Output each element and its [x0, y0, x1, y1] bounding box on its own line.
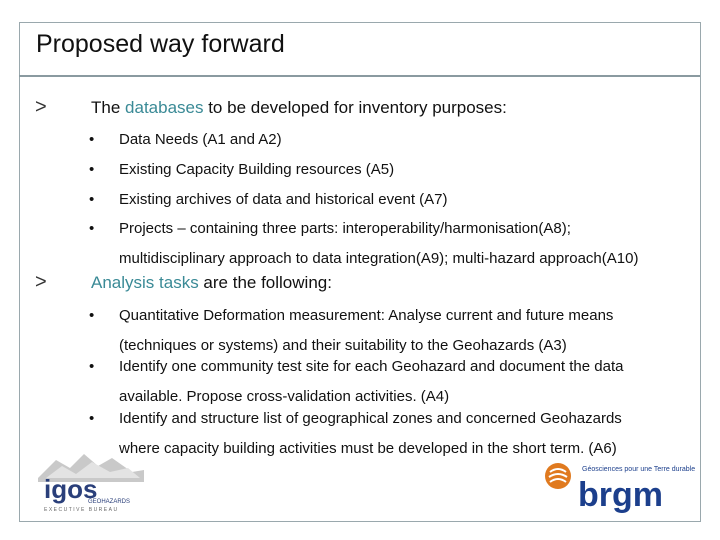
- brgm-wordmark: brgm: [578, 476, 663, 514]
- bullet-line: Existing archives of data and historical event (A7): [119, 191, 448, 208]
- bullet-line: Identify and structure list of geographical zones and concerned Geohazards: [119, 410, 622, 427]
- bullet-line: where capacity building activities must be developed in the short term. (A6): [119, 440, 617, 457]
- igos-sub2: EXECUTIVE BUREAU: [44, 507, 119, 513]
- section-prefix: The: [91, 98, 126, 117]
- igos-geohazards-logo: [36, 448, 146, 514]
- chevron-marker-icon: >: [35, 96, 47, 118]
- bullet-line: Projects – containing three parts: interoperability/harmonisation(A8);: [119, 220, 571, 237]
- bullet-icon: •: [89, 131, 95, 148]
- section-suffix: to be developed for inventory purposes:: [203, 98, 507, 117]
- brgm-logo: [540, 458, 700, 518]
- brgm-tagline: Géosciences pour une Terre durable: [582, 466, 696, 473]
- bullet-line: (techniques or systems) and their suitability to the Geohazards (A3): [119, 337, 567, 354]
- igos-wordmark: igos: [44, 474, 98, 504]
- bullet-line: multidisciplinary approach to data integration(A9); multi-hazard approach(A10): [119, 250, 639, 267]
- bullet-line: Quantitative Deformation measurement: Analyse current and future means: [119, 307, 614, 324]
- bullet-icon: •: [89, 410, 95, 427]
- section-suffix: are the following:: [198, 273, 332, 292]
- section-highlight: Analysis tasks: [91, 273, 199, 292]
- bullet-line: Existing Capacity Building resources (A5): [119, 161, 395, 178]
- bullet-icon: •: [89, 307, 95, 324]
- bullet-icon: •: [89, 191, 95, 208]
- bullet-line: Identify one community test site for each Geohazard and document the data: [119, 358, 624, 375]
- bullet-line: available. Propose cross-validation activities. (A4): [119, 388, 450, 405]
- title-divider: [19, 75, 700, 77]
- bullet-icon: •: [89, 220, 95, 237]
- igos-sub: GEOHAZARDS: [88, 499, 131, 505]
- section-highlight: databases: [125, 98, 204, 117]
- slide-title: Proposed way forward: [36, 30, 285, 58]
- bullet-icon: •: [89, 358, 95, 375]
- bullet-line: Data Needs (A1 and A2): [119, 131, 282, 148]
- bullet-icon: •: [89, 161, 95, 178]
- chevron-marker-icon: >: [35, 271, 47, 293]
